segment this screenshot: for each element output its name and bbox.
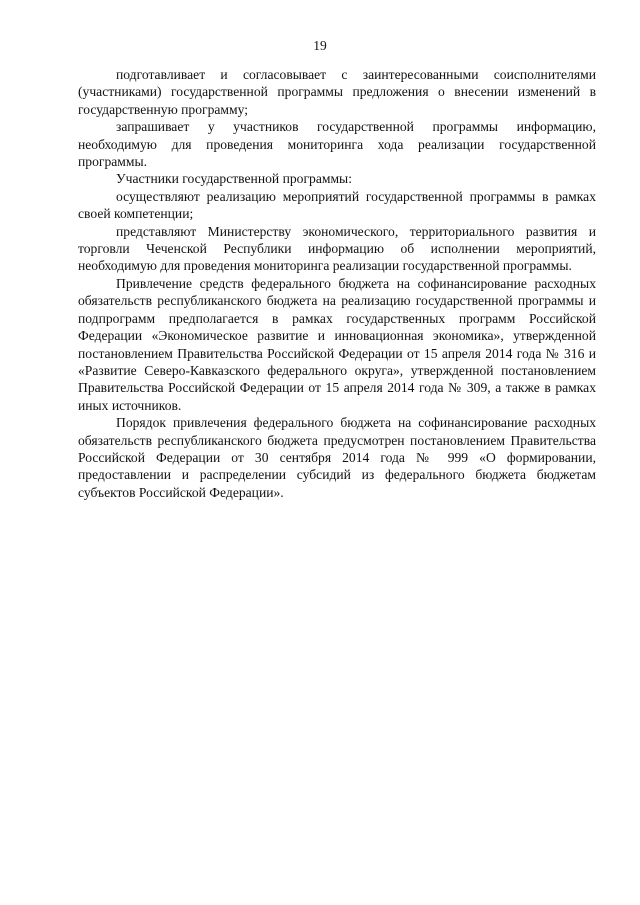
paragraph-federal-funding: Привлечение средств федерального бюджета на софинансирование расходных обязательств республиканского бюджета на реализацию государственной программы и подпрограмм предполагается в рамках государственных программ Российской Федерации «Экономическое развитие и инновационная экономика», утвержденной постановлением Правительства Российской Федерации от 15 апреля 2014 года № 316 и «Развитие Северо-Кавказского федерального округа», утвержденной постановлением Правительства Российской Федерации от 15 апреля 2014 года № 309, а также в рамках иных источников. <box>78 275 596 413</box>
paragraph-funding-procedure: Порядок привлечения федерального бюджета на софинансирование расходных обязательств республиканского бюджета предусмотрен постановлением Правительства Российской Федерации от 30 сентября 2014 года № 999 «О формировании, предоставлении и распределении субсидий из федерального бюджета бюджетам субъектов Российской Федерации». <box>78 415 596 500</box>
paragraph-submit-information: представляют Министерству экономического, территориального развития и торговли Чеченской Республики информацию об исполнении мероприятий, необходимую для проведения мониторинга реализации государственной программы. <box>78 223 596 274</box>
paragraph-implement-activities: осуществляют реализацию мероприятий государственной программы в рамках своей компетенции; <box>78 188 596 222</box>
paragraph-participants-heading: Участники государственной программы: <box>116 171 352 187</box>
paragraph-request-information: запрашивает у участников государственной программы информацию, необходимую для проведения мониторинга хода реализации государственной программы. <box>78 119 596 170</box>
document-body <box>78 66 596 501</box>
paragraph-propose-changes: подготавливает и согласовывает с заинтересованными соисполнителями (участниками) государственной программы предложения о внесении изменений в государственную программу; <box>78 67 596 117</box>
page-number: 19 <box>313 38 327 53</box>
